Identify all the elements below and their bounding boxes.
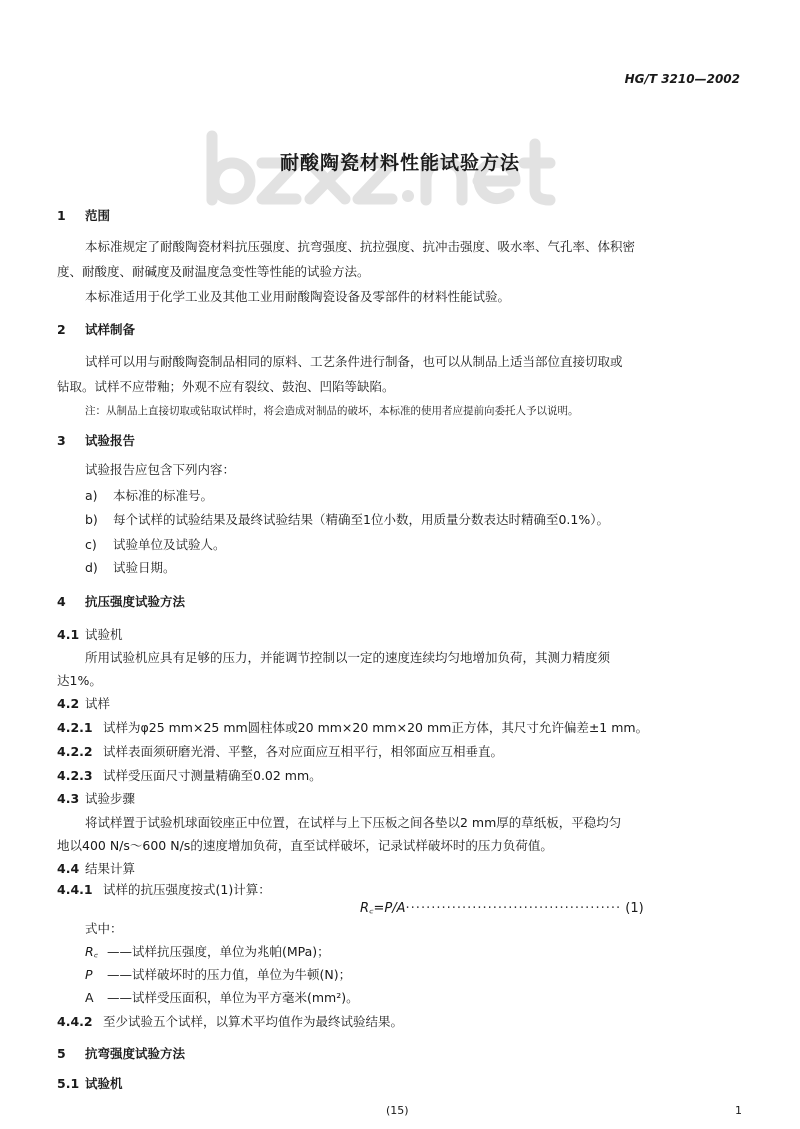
list-text: 每个试样的试验结果及最终试验结果（精确至1位小数，用质量分数表达时精确至0.1%）。: [113, 512, 609, 527]
formula: [360, 901, 644, 917]
section-title: 范围: [85, 208, 111, 223]
list-text: 试验日期。: [113, 560, 176, 575]
paragraph: 钻取。试样不应带釉；外观不应有裂纹、鼓泡、凹陷等缺陷。: [57, 379, 395, 394]
list-item: [85, 512, 609, 528]
subsection-heading: [57, 791, 135, 807]
section-1-heading: [57, 208, 110, 224]
clause: [57, 1014, 403, 1030]
list-marker: d): [85, 560, 98, 575]
subsection-heading: [57, 627, 123, 643]
section-title: 结果计算: [85, 861, 136, 876]
list-marker: c): [85, 537, 97, 552]
clause: [57, 882, 271, 898]
section-number: 2: [57, 322, 66, 337]
section-title: 抗压强度试验方法: [85, 594, 186, 609]
formula-leader-dots: ··········································: [405, 901, 622, 916]
section-title: 试样: [85, 696, 111, 711]
variable-definition: [85, 990, 359, 1006]
section-number: 3: [57, 433, 66, 448]
variable-symbol: R꜀: [85, 944, 99, 959]
formula-expression: R꜀=P/A: [360, 901, 406, 916]
section-4-heading: [57, 594, 185, 610]
paragraph: 达1%。: [57, 673, 102, 688]
subsection-heading: [57, 861, 135, 877]
subsection-heading: [57, 1076, 123, 1092]
section-title: 试样制备: [85, 322, 136, 337]
list-text: 本标准的标准号。: [113, 488, 214, 503]
footer-right-mark: 1: [735, 1104, 742, 1117]
page-title: 耐酸陶瓷材料性能试验方法: [279, 152, 520, 174]
clause-text: 试样表面须研磨光滑、平整，各对应面应互相平行，相邻面应互相垂直。: [103, 744, 504, 759]
section-number: 1: [57, 208, 66, 223]
document-code: HG/T 3210—2002: [624, 72, 740, 86]
subsection-heading: [57, 696, 110, 712]
list-marker: b): [85, 512, 98, 527]
section-number: 4: [57, 594, 66, 609]
section-title: 抗弯强度试验方法: [85, 1046, 186, 1061]
variable-description: ——试样抗压强度，单位为兆帕(MPa)；: [107, 944, 330, 959]
paragraph: 将试样置于试验机球面铰座正中位置，在试样与上下压板之间各垫以2 mm厚的草纸板，平稳均匀: [85, 815, 622, 830]
clause-number: 4.2.1: [57, 720, 93, 735]
section-number: 4.3: [57, 791, 80, 806]
variable-description: ——试样受压面积，单位为平方毫米(mm²)。: [107, 990, 359, 1005]
list-item: [85, 560, 176, 576]
section-number: 4.1: [57, 627, 80, 642]
paragraph: 试样可以用与耐酸陶瓷制品相同的原料、工艺条件进行制备，也可以从制品上适当部位直接切取或: [85, 354, 623, 369]
section-5-heading: [57, 1046, 185, 1062]
section-3-heading: [57, 433, 135, 449]
variable-symbol: A: [85, 990, 94, 1005]
clause: [57, 744, 503, 760]
paragraph: 试验报告应包含下列内容：: [85, 462, 236, 477]
clause-number: 4.2.3: [57, 768, 93, 783]
note: 注：从制品上直接切取或钻取试样时，将会造成对制品的破坏，本标准的使用者应提前向委托人予以说明。: [85, 405, 579, 417]
where-label: 式中：: [85, 921, 123, 936]
section-number: 5: [57, 1046, 66, 1061]
section-number: 5.1: [57, 1076, 80, 1091]
section-title: 试验机: [85, 627, 123, 642]
clause-number: 4.4.2: [57, 1014, 93, 1029]
clause-number: 4.2.2: [57, 744, 93, 759]
section-title: 试验步骤: [85, 791, 136, 806]
variable-definition: [85, 967, 351, 983]
section-2-heading: [57, 322, 135, 338]
variable-symbol: P: [85, 967, 93, 982]
list-item: [85, 537, 226, 553]
list-marker: a): [85, 488, 98, 503]
paragraph: 本标准规定了耐酸陶瓷材料抗压强度、抗弯强度、抗拉强度、抗冲击强度、吸水率、气孔率、体积密: [85, 239, 636, 254]
section-title: 试验机: [85, 1076, 123, 1091]
list-text: 试验单位及试验人。: [113, 537, 226, 552]
paragraph: 本标准适用于化学工业及其他工业用耐酸陶瓷设备及零部件的材料性能试验。: [85, 289, 511, 304]
clause-text: 至少试验五个试样，以算术平均值作为最终试验结果。: [103, 1014, 404, 1029]
paragraph: 地以400 N/s～600 N/s的速度增加负荷，直至试样破坏，记录试样破坏时的压力负荷值。: [57, 838, 553, 853]
paragraph: 所用试验机应具有足够的压力，并能调节控制以一定的速度连续均匀地增加负荷，其测力精度须: [85, 650, 611, 665]
section-number: 4.4: [57, 861, 80, 876]
clause: [57, 720, 648, 736]
list-item: [85, 488, 213, 504]
equation-number: (1): [625, 901, 644, 916]
variable-definition: [85, 944, 330, 960]
clause-text: 试样受压面尺寸测量精确至0.02 mm。: [103, 768, 322, 783]
clause-number: 4.4.1: [57, 882, 93, 897]
clause: [57, 768, 322, 784]
paragraph: 度、耐酸度、耐碱度及耐温度急变性等性能的试验方法。: [57, 264, 370, 279]
page-number: (15): [386, 1104, 409, 1117]
variable-description: ——试样破坏时的压力值，单位为牛顿(N)；: [107, 967, 352, 982]
section-number: 4.2: [57, 696, 80, 711]
clause-text: 试样的抗压强度按式(1)计算：: [103, 882, 271, 897]
section-title: 试验报告: [85, 433, 136, 448]
clause-text: 试样为φ25 mm×25 mm圆柱体或20 mm×20 mm×20 mm正方体，其尺寸允许偏差±1 mm。: [103, 720, 649, 735]
